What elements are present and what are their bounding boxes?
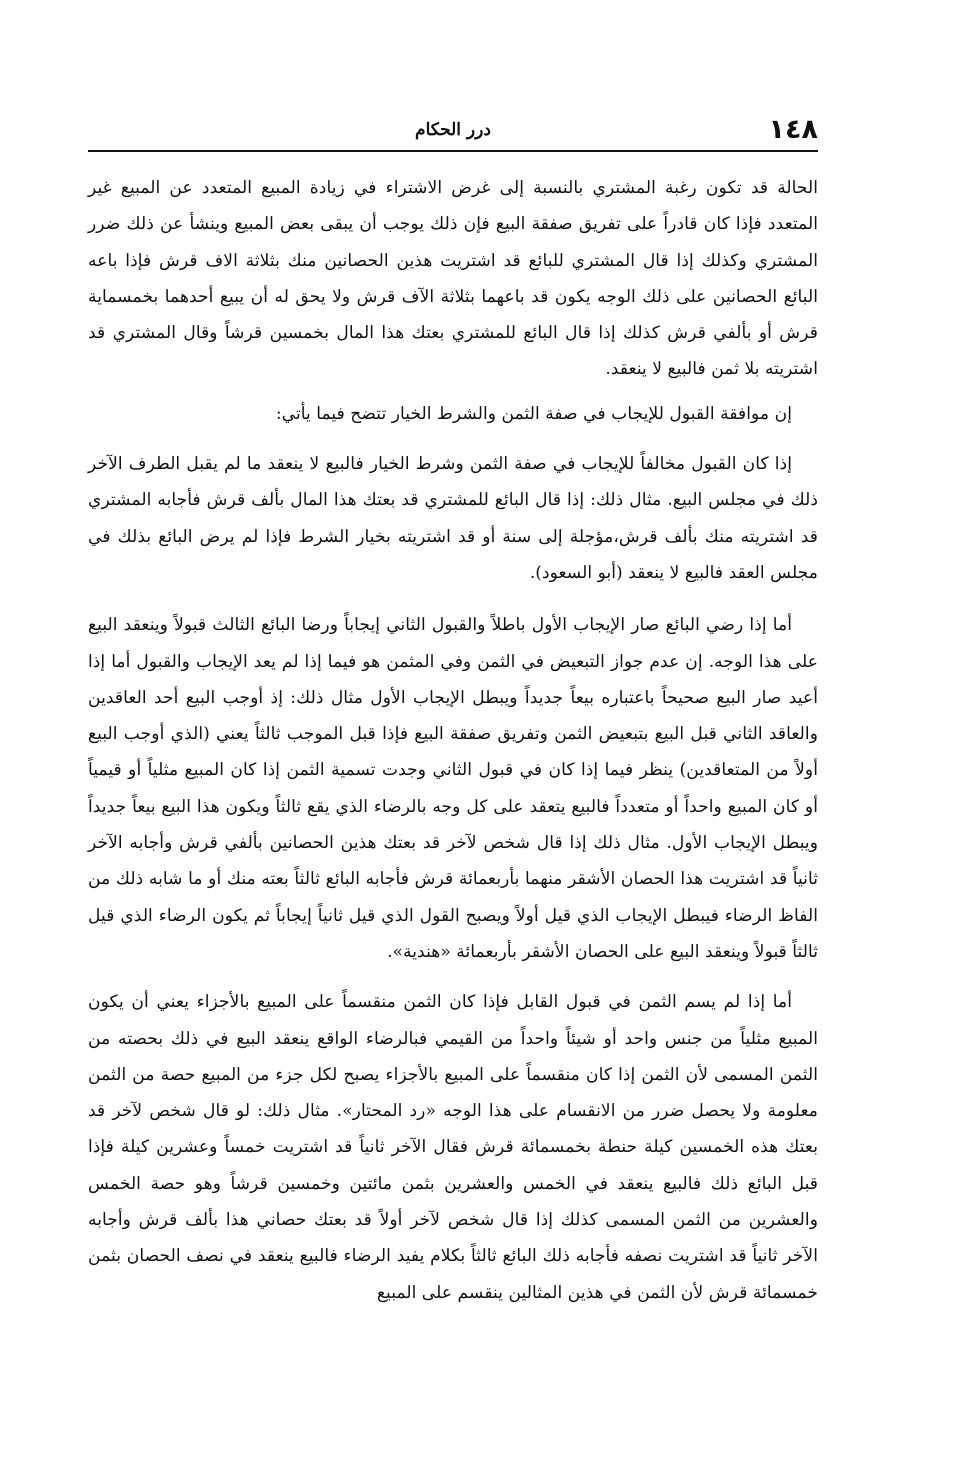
paragraph-mismatch-rule: إذا كان القبول مخالفاً للإيجاب في صفة الثمن وشرط الخيار فالبيع لا ينعقد ما لم يقبل الطرف الآخر ذلك في مجلس البيع. مثال ذلك: إذا قال البائع للمشتري قد بعتك هذا المال بألف قرش فأجابه المشتري قد اشتريته منك بألف قرش،مؤجلة إلى سنة أو قد اشتريته بخيار الشرط فإذا لم يرض البائع بذلك في مجلس العقد فالبيع لا ينعقد (أبو السعود).	[88, 454, 818, 583]
paragraph-intro-condition: إن موافقة القبول للإيجاب في صفة الثمن والشرط الخيار تتضح فيما يأتي:	[275, 403, 792, 424]
header-divider	[88, 150, 818, 152]
paragraph-continuation: الحالة قد تكون رغبة المشتري بالنسبة إلى غرض الاشتراء في زيادة المبيع المتعدد عن المبيع غير المتعدد فإذا كان قادراً على تفريق صفقة البيع فإن ذلك يوجب أن يبقى بعض المبيع وينشأ عن ذلك ضرر المشتري وكذلك إذا قال المشتري للبائع قد اشتريت هذين الحصانين منك بثلاثة الاف قرش فإذا باعه البائع الحصانين على ذلك الوجه يكون قد باعهما بثلاثة الآف قرش ولا يحق له أن يبيع أحدهما بخمسماية قرش أو بألفي قرش كذلك إذا قال البائع للمشتري بعتك هذا المال بخمسين قرشاً وقال المشتري قد اشتريته بلا ثمن فالبيع لا ينعقد.	[88, 178, 818, 380]
running-title: درر الحكام	[415, 120, 491, 140]
body-text	[88, 170, 818, 1311]
page-number: ١٤٨	[768, 114, 818, 145]
page-header	[88, 112, 818, 152]
paragraph-seller-consent: أما إذا رضي البائع صار الإيجاب الأول باطلاً والقبول الثاني إيجاباً ورضا البائع الثالث قبولاً وينعقد البيع على هذا الوجه. إن عدم جواز التبعيض في الثمن وفي المثمن هو فيما إذا لم يعد الإيجاب والقبول أما إذا أعيد صار البيع صحيحاً باعتباره بيعاً جديداً ويبطل الإيجاب الأول مثال ذلك: إذ أوجب البيع أحد العاقدين والعاقد الثاني قبل البيع بتبعيض الثمن وتفريق صفقة البيع فإذا قبل الموجب ثالثاً يعني (الذي أوجب البيع أولاً من المتعاقدين) ينظر فيما إذا كان في قبول الثاني وجدت تسمية الثمن إذا كان المبيع مثلياً أو قيمياً أو كان المبيع واحداً أو متعدداً فالبيع يتعقد على كل وجه بالرضاء الذي يقع ثالثاً ويكون هذا البيع بيعاً جديداً ويبطل الإيجاب الأول. مثال ذلك إذا قال شخص لآخر قد بعتك هذين الحصانين بألفي قرش وأجابه الآخر ثانياً قد اشتريت هذا الحصان الأشقر منهما بأربعمائة قرش فأجابه البائع ثالثاً بعته منك أو ما شابه ذلك من الفاظ الرضاء فيبطل الإيجاب الذي قيل أولاً ويصبح القول الذي قيل ثانياً إيجاباً ثم يكون الرضاء الذي قيل ثالثاً قبولاً وينعقد البيع على الحصان الأشقر بأربعمائة «هندية».	[88, 615, 818, 962]
paragraph-unnamed-price: أما إذا لم يسم الثمن في قبول القابل فإذا كان الثمن منقسماً على المبيع بالأجزاء يعني أن يكون المبيع مثلياً من جنس واحد أو شيئاً واحداً من القيمي فبالرضاء الواقع ينعقد البيع في ذلك بحصته من الثمن المسمى لأن الثمن إذا كان منقسماً على المبيع بالأجزاء يصبح لكل جزء من المبيع حصة من الثمن معلومة ولا يحصل ضرر من الانقسام على هذا الوجه «رد المحتار». مثال ذلك: لو قال شخص لآخر قد بعتك هذه الخمسين كيلة حنطة بخمسمائة قرش فقال الآخر ثانياً قد اشتريت خمساً وعشرين كيلة فإذا قبل البائع ذلك فالبيع ينعقد في الخمس والعشرين بثمن مائتين وخمسين قرشاً وهو حصة الخمس والعشرين من الثمن المسمى كذلك إذا قال شخص لآخر أولاً قد بعتك حصاني هذا بألف قرش وأجابه الآخر ثانياً قد اشتريت نصفه فأجابه ذلك البائع ثالثاً بكلام يفيد الرضاء فالبيع ينعقد في نصف الحصان بثمن خمسمائة قرش لأن الثمن في هذين المثالين ينقسم على المبيع	[88, 992, 818, 1303]
